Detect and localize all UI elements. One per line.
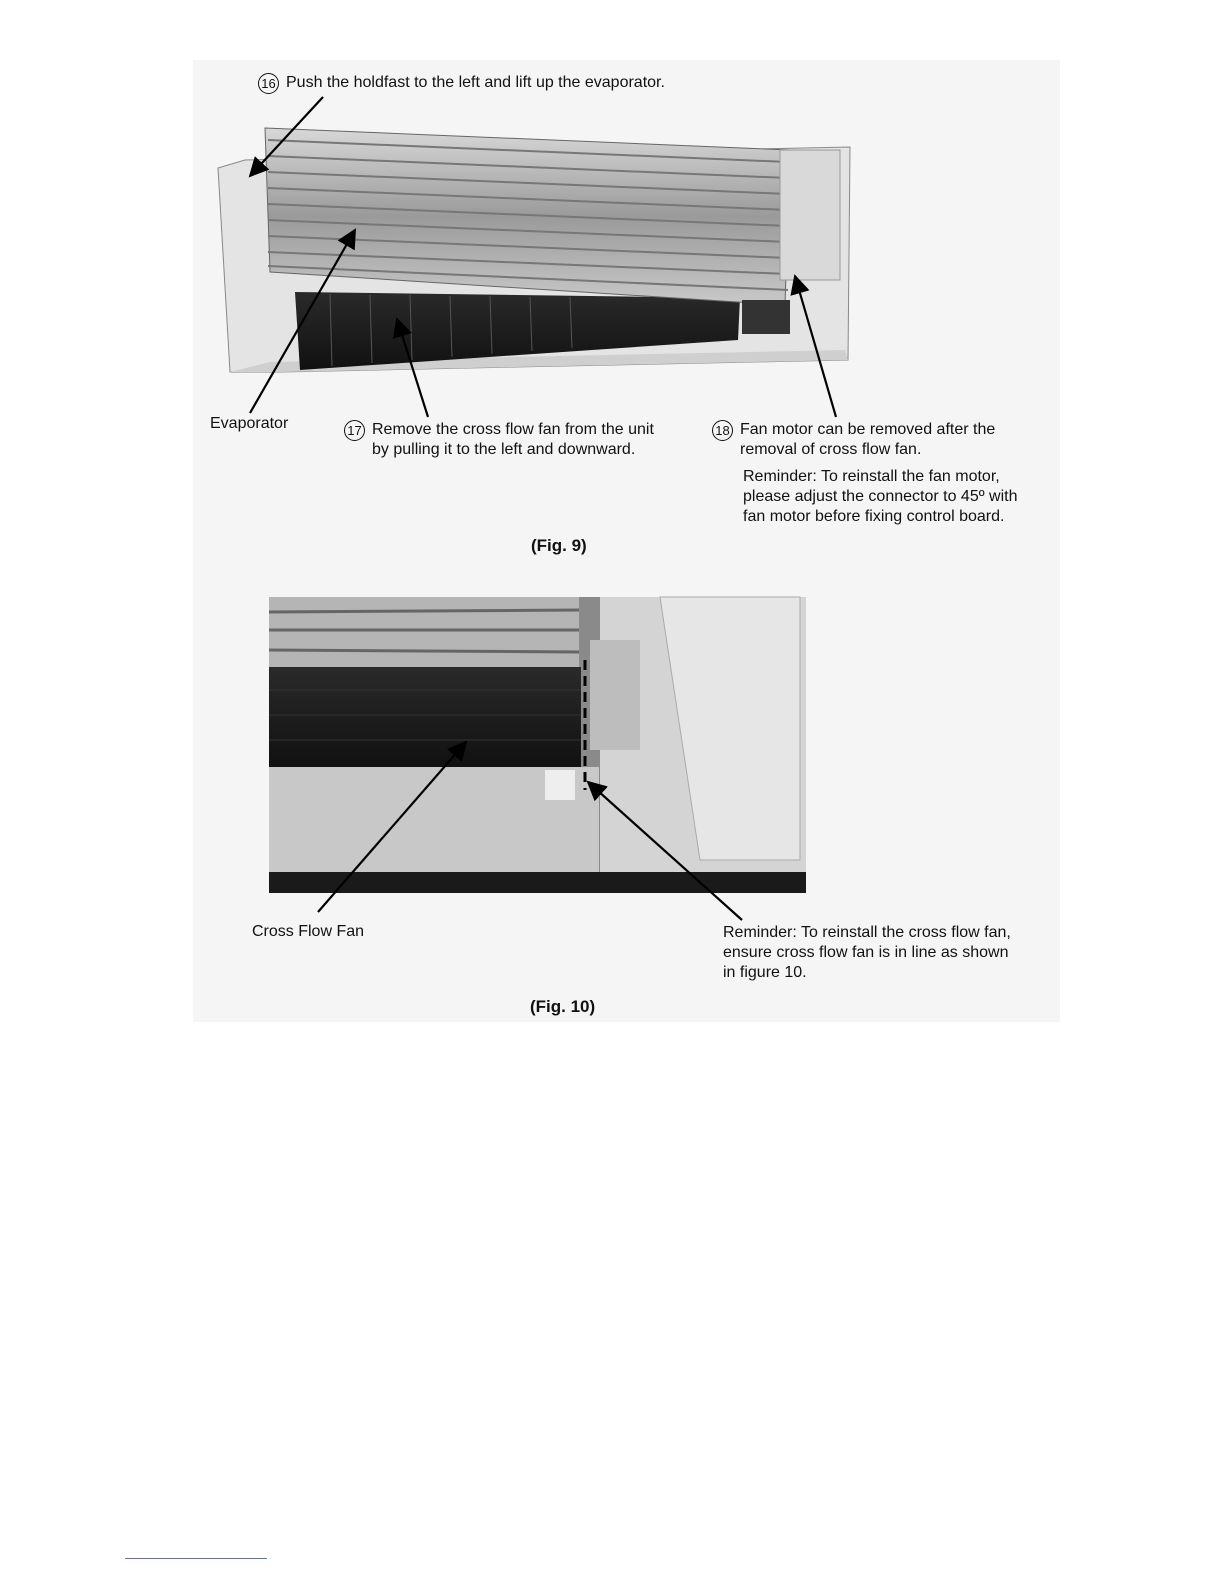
step-18-line-1: Fan motor can be removed after the [740,421,996,438]
step-16-text: Push the holdfast to the left and lift up the evaporator. [286,74,665,91]
fig9-reminder-line-3: fan motor before fixing control board. [743,508,1005,525]
step-17-line-2: by pulling it to the left and downward. [372,441,636,458]
fig9-reminder-line-2: please adjust the connector to 45º with [743,488,1018,505]
fig9-caption: (Fig. 9) [531,536,587,555]
step-18-number: 18 [712,420,733,441]
fig9-reminder [743,467,1017,527]
footer-rule [125,1558,267,1559]
evaporator-label: Evaporator [210,415,289,432]
step-18 [712,420,995,460]
fig10-reminder [723,923,1011,983]
cross-flow-fan-label: Cross Flow Fan [252,923,365,940]
fig10-caption: (Fig. 10) [530,997,596,1016]
fig10-reminder-line-2: ensure cross flow fan is in line as shown [723,944,1009,961]
step-16 [258,73,665,94]
step-17 [344,420,654,460]
fig10-photo [269,597,806,893]
fig10-reminder-line-1: Reminder: To reinstall the cross flow fan, [723,924,1011,941]
step-17-line-1: Remove the cross flow fan from the unit [372,421,654,438]
step-17-number: 17 [344,420,365,441]
step-16-number: 16 [258,73,279,94]
fig9-photo [218,128,850,372]
fig10-reminder-line-3: in figure 10. [723,964,807,981]
fig9-reminder-line-1: Reminder: To reinstall the fan motor, [743,468,1000,485]
step-18-line-2: removal of cross flow fan. [740,441,922,458]
